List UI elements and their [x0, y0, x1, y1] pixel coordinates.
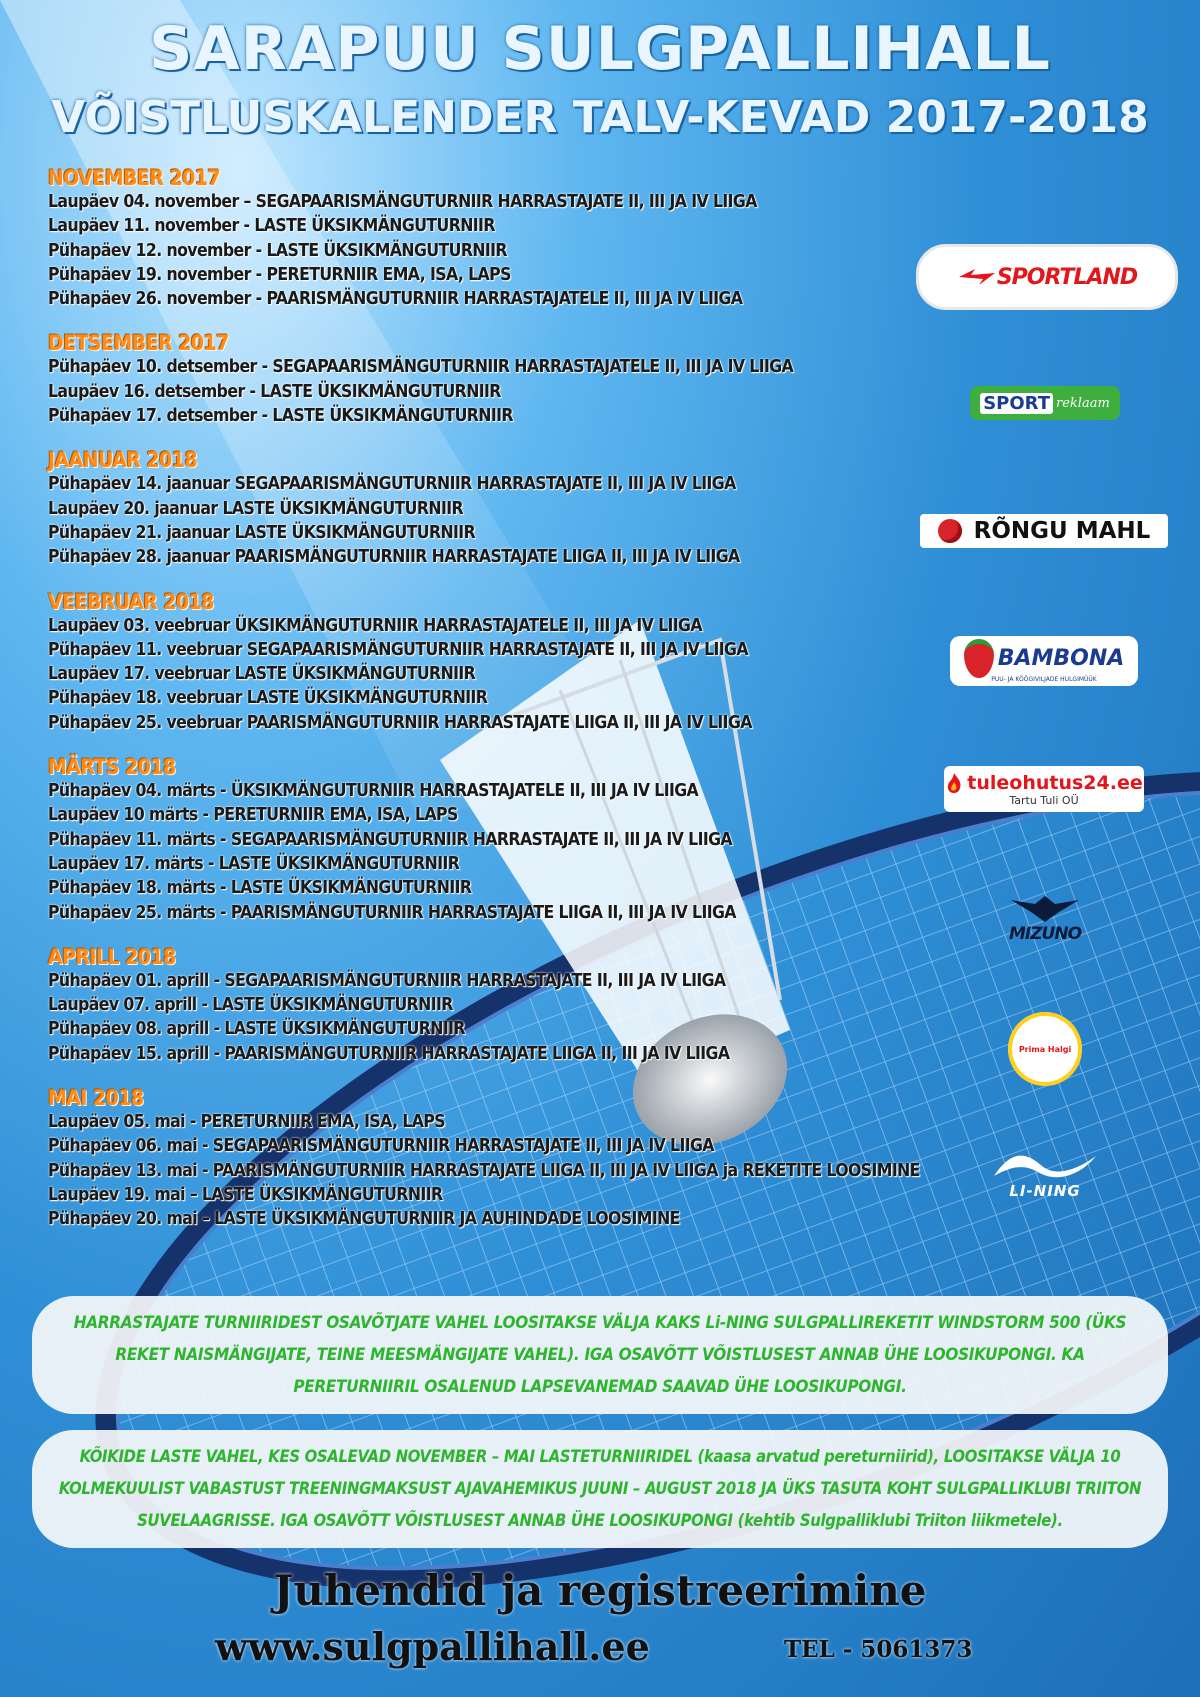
event-item: Laupäev 05. mai - PERETURNIIR EMA, ISA, LAPS — [48, 1112, 446, 1133]
bambona-logo — [950, 636, 1138, 686]
prima-halgi-logo — [1008, 1012, 1082, 1086]
mizuno-logo — [990, 886, 1100, 952]
li-ning-logo — [986, 1140, 1104, 1206]
event-item: Pühapäev 17. detsember - LASTE ÜKSIKMÄNGUTURNIIR — [48, 406, 513, 427]
flame-icon — [945, 772, 963, 794]
competition-calendar — [48, 166, 988, 1252]
event-item: Laupäev 20. jaanuar LASTE ÜKSIKMÄNGUTURNIIR — [48, 498, 463, 519]
tuleohutus-sub: Tartu Tuli OÜ — [1009, 793, 1079, 807]
month-title: VEEBRUAR 2018 — [48, 589, 214, 614]
month-section — [48, 166, 988, 311]
rongu-mahl-logo — [920, 514, 1168, 548]
prize-info-text: KÕIKIDE LASTE VAHEL, KES OSALEVAD NOVEMBER – MAI LASTETURNIIRIDEL (kaasa arvatud pereturniirid), LOOSITAKSE VÄLJA 10 KOLMEKUULIST VABASTUST TREENINGMAKSUST AJAVAHEMIKUS JUUNI – AUGUST 2018 JA ÜKS TASUTA KOHT SULGPALLIKLUBI TRIITON SUVELAAGRISSE. IGA OSAVÕTT VÕISTLUSEST ANNAB ÜHE LOOSIKUPONGI (kehtib Sulgpalliklubi Triiton liikmetele). — [58, 1447, 1142, 1530]
event-item: Pühapäev 18. märts - LASTE ÜKSIKMÄNGUTURNIIR — [48, 878, 472, 899]
event-item: Pühapäev 18. veebruar LASTE ÜKSIKMÄNGUTURNIIR — [48, 688, 488, 709]
apple-icon — [938, 519, 962, 543]
event-item: Laupäev 11. november - LASTE ÜKSIKMÄNGUTURNIIR — [48, 216, 495, 237]
bambona-label: BAMBONA — [997, 646, 1125, 671]
event-item: Pühapäev 21. jaanuar LASTE ÜKSIKMÄNGUTURNIIR — [48, 522, 476, 543]
prima-halgi-label: Prima Halgi — [1018, 1044, 1072, 1054]
mizuno-runbird-icon — [1009, 894, 1081, 924]
month-title: MÄRTS 2018 — [48, 755, 176, 780]
month-section — [48, 590, 988, 735]
page-subtitle: VÕISTLUSKALENDER TALV-KEVAD 2017-2018 — [51, 92, 1149, 143]
event-item: Laupäev 07. aprill - LASTE ÜKSIKMÄNGUTURNIIR — [48, 995, 453, 1016]
event-item: Pühapäev 26. november - PAARISMÄNGUTURNIIR HARRASTAJATELE II, III JA IV LIIGA — [48, 289, 743, 310]
event-item: Pühapäev 15. aprill - PAARISMÄNGUTURNIIR HARRASTAJATE LIIGA II, III JA IV LIIGA — [48, 1043, 730, 1064]
month-section — [48, 448, 988, 569]
event-item: Pühapäev 12. november - LASTE ÜKSIKMÄNGUTURNIIR — [48, 240, 507, 261]
li-ning-label: LI-NING — [1009, 1182, 1081, 1200]
month-section — [48, 331, 988, 428]
sportland-swoosh-icon — [957, 265, 997, 289]
sportreklaam-logo — [970, 386, 1120, 420]
event-item: Laupäev 19. mai – LASTE ÜKSIKMÄNGUTURNIIR — [48, 1184, 443, 1205]
event-item: Pühapäev 10. detsember - SEGAPAARISMÄNGUTURNIIR HARRASTAJATELE II, III JA IV LIIGA — [48, 357, 794, 378]
event-item: Laupäev 04. november – SEGAPAARISMÄNGUTURNIIR HARRASTAJATE II, III JA IV LIIGA — [48, 192, 757, 212]
event-item: Pühapäev 14. jaanuar SEGAPAARISMÄNGUTURNIIR HARRASTAJATE II, III JA IV LIIGA — [48, 474, 736, 495]
event-item: Laupäev 16. detsember - LASTE ÜKSIKMÄNGUTURNIIR — [48, 381, 501, 402]
event-item: Pühapäev 19. november - PERETURNIIR EMA, ISA, LAPS — [48, 264, 511, 285]
tuleohutus-label: tuleohutus24.ee — [967, 771, 1143, 794]
event-item: Pühapäev 20. mai – LASTE ÜKSIKMÄNGUTURNIIR JA AUHINDADE LOOSIMINE — [48, 1209, 680, 1230]
bambona-tagline: PUU- JA KÖÖGIVILJADE HULGIMÜÜK — [991, 676, 1097, 683]
event-item: Pühapäev 11. märts - SEGAPAARISMÄNGUTURNIIR HARRASTAJATE II, III JA IV LIIGA — [48, 829, 732, 850]
page-title: SARAPUU SULGPALLIHALL — [149, 14, 1051, 84]
prize-info-text: HARRASTAJATE TURNIIRIDEST OSAVÕTJATE VAHEL LOOSITAKSE VÄLJA KAKS Li-NING SULGPALLIREKETIT WINDSTORM 500 (ÜKS REKET NAISMÄNGIJATE, TEINE MEESMÄNGIJATE VAHEL). IGA OSAVÕTT VÕISTLUSEST ANNAB ÜHE LOOSIKUPONGI. KA PERETURNIIRIL OSALENUD LAPSEVANEMAD SAAVAD ÜHE LOOSIKUPONGI. — [73, 1313, 1127, 1397]
event-item: Laupäev 17. veebruar LASTE ÜKSIKMÄNGUTURNIIR — [48, 664, 476, 685]
rongu-mahl-label: RÕNGU MAHL — [973, 518, 1151, 544]
registration-heading: Juhendid ja registreerimine — [273, 1566, 927, 1615]
event-item: Laupäev 10 märts - PERETURNIIR EMA, ISA, LAPS — [48, 805, 458, 826]
month-title: DETSEMBER 2017 — [48, 331, 229, 356]
bambona-row — [964, 639, 1125, 678]
event-item: Laupäev 17. märts - LASTE ÜKSIKMÄNGUTURNIIR — [48, 853, 460, 874]
sportreklaam-label-a: SPORT — [980, 393, 1053, 414]
month-title: NOVEMBER 2017 — [48, 166, 221, 190]
sportland-label: SPORTLAND — [996, 264, 1138, 290]
event-item: Pühapäev 06. mai - SEGAPAARISMÄNGUTURNIIR HARRASTAJATE II, III JA IV LIIGA — [48, 1136, 714, 1157]
sportreklaam-label-b: reklaam — [1056, 395, 1110, 411]
strawberry-icon — [964, 639, 994, 678]
tuleohutus-logo — [944, 766, 1144, 812]
prize-info-box-racket — [32, 1296, 1168, 1414]
month-title: APRILL 2018 — [48, 944, 176, 969]
event-item: Pühapäev 11. veebruar SEGAPAARISMÄNGUTURNIIR HARRASTAJATE II, III JA IV LIIGA — [48, 639, 748, 660]
sportland-logo — [916, 244, 1178, 310]
month-title: MAI 2018 — [48, 1086, 144, 1111]
phone-number: TEL - 5061373 — [784, 1636, 973, 1663]
event-item: Pühapäev 25. märts - PAARISMÄNGUTURNIIR HARRASTAJATE LIIGA II, III JA IV LIIGA — [48, 902, 736, 923]
month-section — [48, 945, 988, 1066]
event-item: Pühapäev 28. jaanuar PAARISMÄNGUTURNIIR HARRASTAJATE LIIGA II, III JA IV LIIGA — [48, 547, 740, 568]
event-item: Pühapäev 01. aprill - SEGAPAARISMÄNGUTURNIIR HARRASTAJATE II, III JA IV LIIGA — [48, 970, 726, 991]
month-section — [48, 755, 988, 925]
mizuno-label: MIZUNO — [1008, 924, 1082, 944]
website-link[interactable]: www.sulgpallihall.ee — [215, 1624, 650, 1669]
month-title: JAANUAR 2018 — [48, 448, 198, 473]
tuleohutus-row — [945, 772, 1142, 794]
event-item: Pühapäev 25. veebruar PAARISMÄNGUTURNIIR HARRASTAJATE LIIGA II, III JA IV LIIGA — [48, 712, 752, 733]
event-item: Pühapäev 04. märts - ÜKSIKMÄNGUTURNIIR HARRASTAJATELE II, III JA IV LIIGA — [48, 781, 699, 802]
prize-info-box-children — [32, 1430, 1168, 1548]
event-item: Laupäev 03. veebruar ÜKSIKMÄNGUTURNIIR HARRASTAJATELE II, III JA IV LIIGA — [48, 615, 702, 636]
event-item: Pühapäev 08. aprill - LASTE ÜKSIKMÄNGUTURNIIR — [48, 1019, 465, 1040]
li-ning-swoosh-icon — [990, 1146, 1100, 1182]
month-section — [48, 1086, 988, 1231]
event-item: Pühapäev 13. mai - PAARISMÄNGUTURNIIR HARRASTAJATE LIIGA II, III JA IV LIIGA ja REKETITE LOOSIMINE — [48, 1160, 920, 1181]
